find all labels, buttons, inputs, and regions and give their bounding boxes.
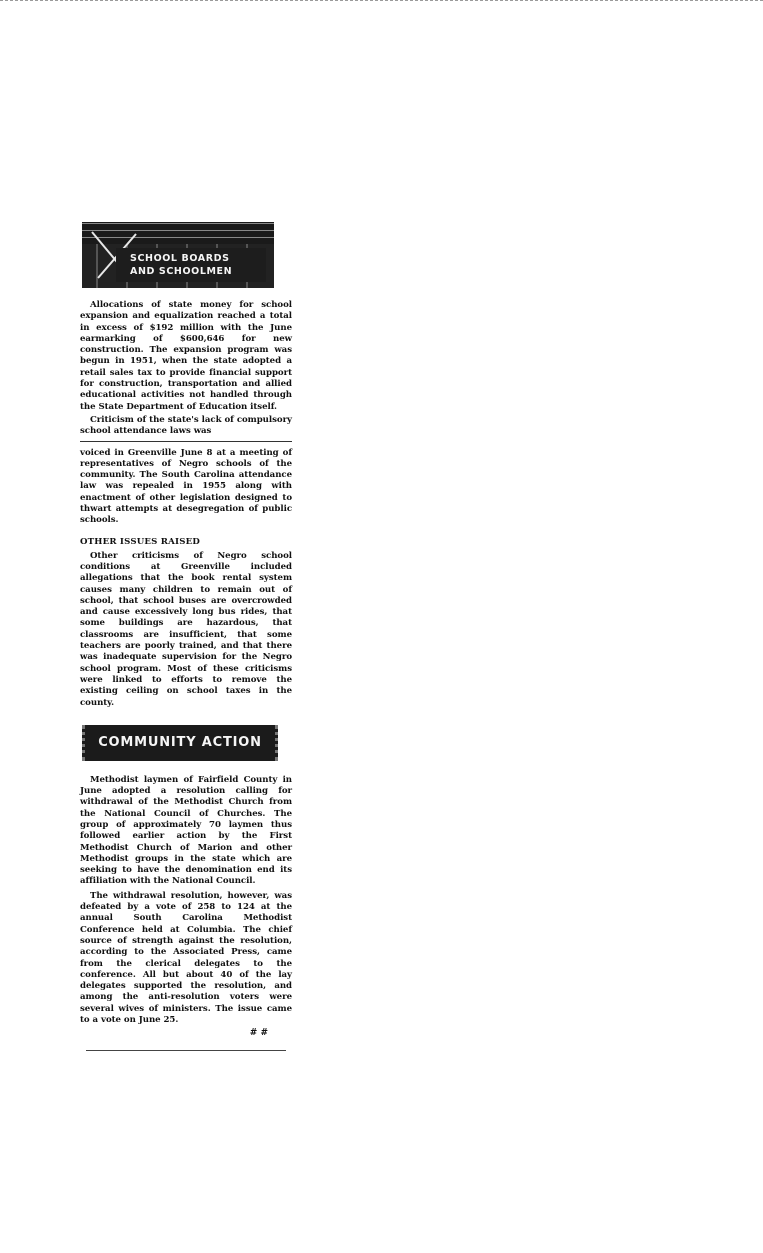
end-mark: # # (249, 1028, 268, 1039)
banner-line-2: AND SCHOOLMEN (130, 266, 233, 277)
article2-paragraph-2: The withdrawal resolution, however, was defeated by a vote of 258 to 124 at the annual South Carolina Methodist Conference held at Columbia. The chief source of strength against the resolution, according to the Associated Press, came from the clerical delegates to the conference. All but about 40 of the lay delegates supported the resolution, and among the anti-resolution voters were several wives of ministers. The issue came to a vote on June 25. (80, 890, 292, 1026)
newspaper-clipping (80, 222, 292, 1072)
article1-paragraph-3: voiced in Greenville June 8 at a meeting of representatives of Negro schools of the community. The South Carolina attendance law was repealed in 1955 along with enactment of other legislation designed to thwart attempts at desegregation of public schools. (80, 447, 292, 526)
article1-paragraph-1: Allocations of state money for school expansion and equalization reached a total in excess of $192 million with the June earmarking of $600,646 for new construction. The expansion program was begun in 1951, when the state adopted a retail sales tax to provide financial support for construction, transportation and allied educational activities not handled through the State Department of Education itself. (80, 300, 292, 412)
school-boards-banner (82, 222, 274, 288)
banner-label-box (116, 248, 266, 282)
page-top-dashed-border (0, 0, 763, 1)
community-action-banner (82, 725, 278, 761)
article2-paragraph-1: Methodist laymen of Fairfield County in June adopted a resolution calling for withdrawal of the Methodist Church from the National Council of Churches. The group of approximately 70 laymen thus followed earlier action by the First Methodist Church of Marion and other Methodist groups in the state which are seeking to have the denomination end its affiliation with the National Council. (80, 774, 292, 887)
article1-paragraph-2: Criticism of the state's lack of compulsory school attendance laws was (80, 414, 292, 437)
community-action-label: COMMUNITY ACTION (98, 735, 262, 751)
other-issues-paragraph: Other criticisms of Negro school conditions at Greenville included allegations that the book rental system causes many children to remain out of school, that school buses are overcrowded and cause excessively long bus rides, that some buildings are hazardous, that classrooms are insufficient, that some teachers are poorly trained, and that there was inadequate supervision for the Negro school program. Most of these criticisms were linked to efforts to remove the existing ceiling on school taxes in the county. (80, 550, 292, 708)
section-heading-other-issues: OTHER ISSUES RAISED (80, 536, 201, 547)
column-divider (80, 441, 292, 442)
banner-line-1: SCHOOL BOARDS (130, 253, 230, 264)
bottom-rule (86, 1050, 286, 1051)
